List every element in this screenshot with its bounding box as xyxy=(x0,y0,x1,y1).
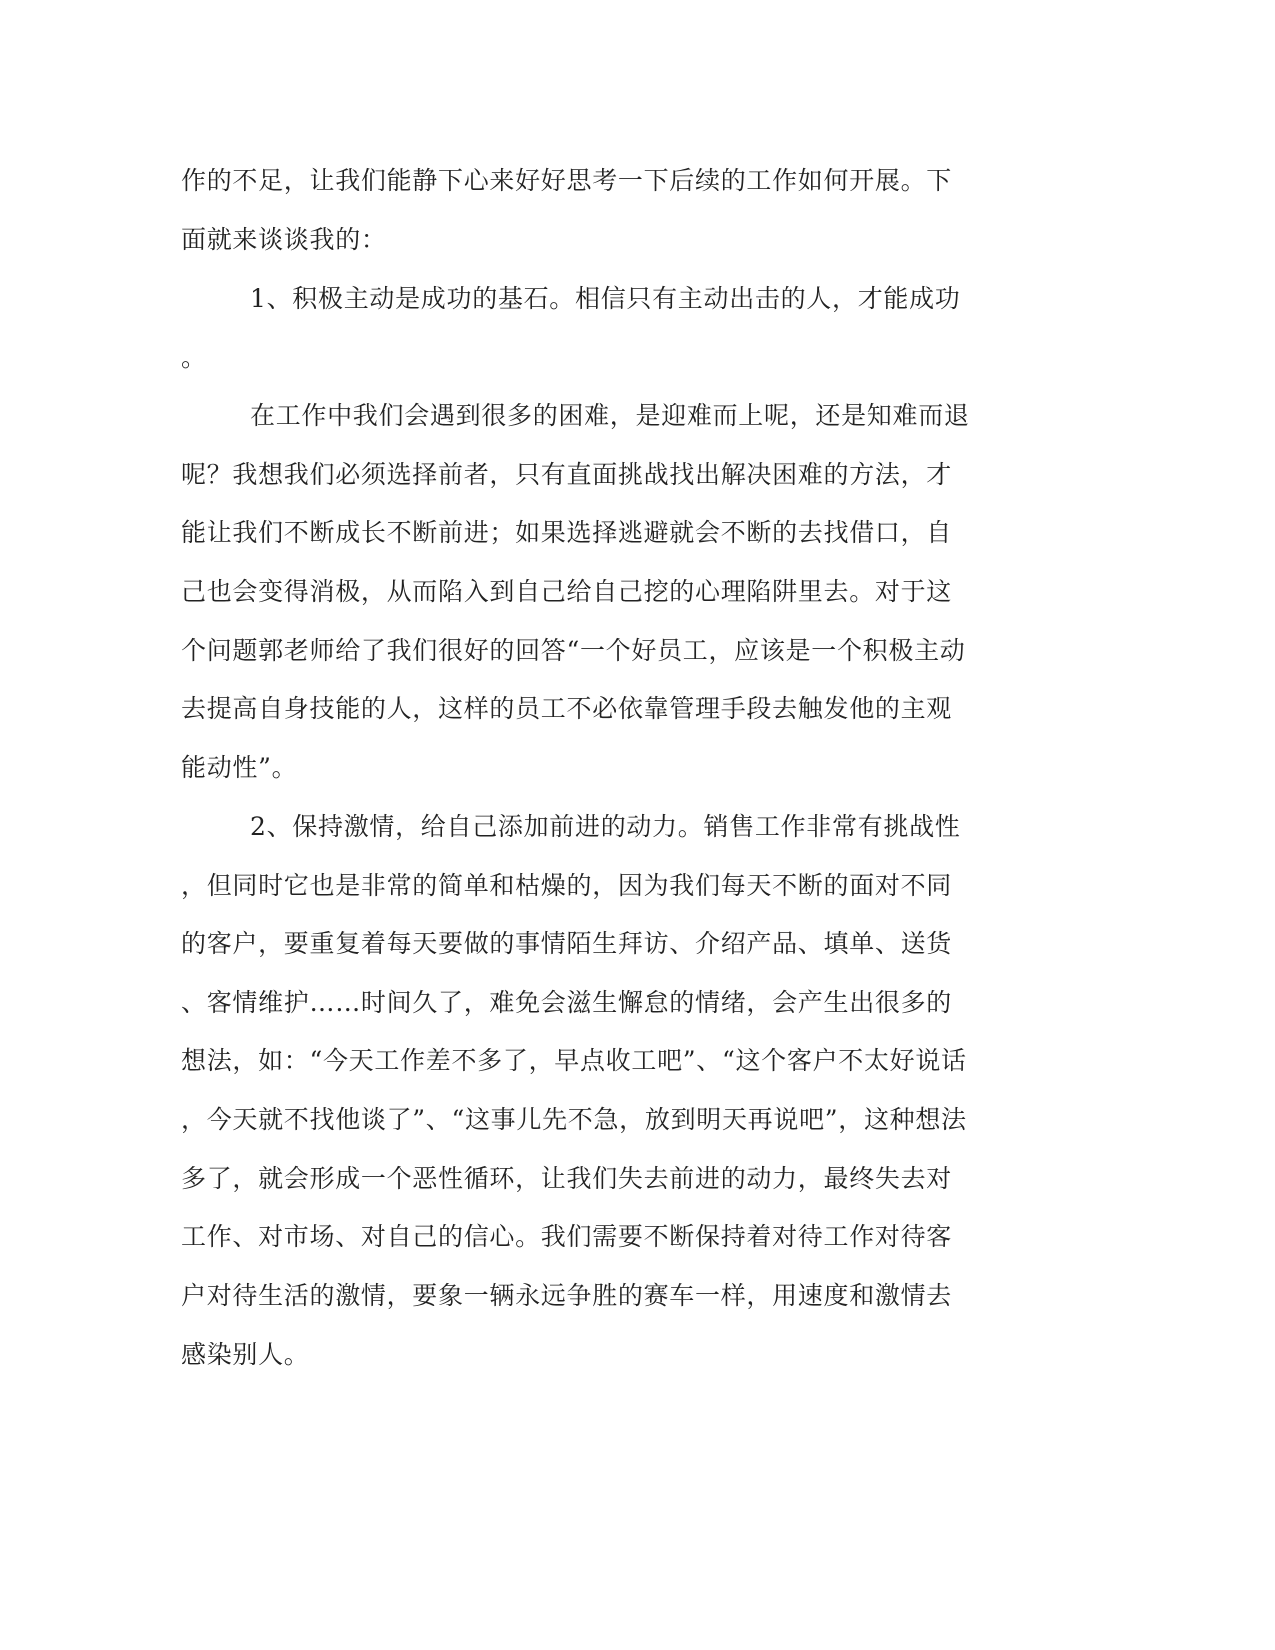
text-line: ，但同时它也是非常的简单和枯燥的，因为我们每天不断的面对不同 xyxy=(181,871,953,900)
text-line: 作的不足，让我们能静下心来好好思考一下后续的工作如何开展。下 xyxy=(181,166,953,195)
text-line: 能让我们不断成长不断前进；如果选择逃避就会不断的去找借口，自 xyxy=(181,518,953,547)
text-line: 多了，就会形成一个恶性循环，让我们失去前进的动力，最终失去对 xyxy=(181,1164,953,1193)
text-line: 去提高自身技能的人，这样的员工不必依靠管理手段去触发他的主观 xyxy=(181,694,953,723)
text-line: 能动性”。 xyxy=(181,753,298,782)
text-line: 想法，如：“今天工作差不多了，早点收工吧”、“这个客户不太好说话 xyxy=(181,1046,967,1075)
text-line: 户对待生活的激情，要象一辆永远争胜的赛车一样，用速度和激情去 xyxy=(181,1281,953,1310)
text-line: 己也会变得消极，从而陷入到自己给自己挖的心理陷阱里去。对于这 xyxy=(181,577,953,606)
text-line: 1、积极主动是成功的基石。相信只有主动出击的人，才能成功 xyxy=(250,284,961,313)
text-line: 在工作中我们会遇到很多的困难，是迎难而上呢，还是知难而退 xyxy=(250,401,970,430)
text-line: 2、保持激情，给自己添加前进的动力。销售工作非常有挑战性 xyxy=(250,812,961,841)
text-line: 、客情维护……时间久了，难免会滋生懈怠的情绪，会产生出很多的 xyxy=(181,988,953,1017)
text-line: 呢？我想我们必须选择前者，只有直面挑战找出解决困难的方法，才 xyxy=(181,460,953,489)
text-line: 的客户，要重复着每天要做的事情陌生拜访、介绍产品、填单、送货 xyxy=(181,929,953,958)
text-line: 面就来谈谈我的： xyxy=(181,225,387,254)
text-line: 个问题郭老师给了我们很好的回答“一个好员工，应该是一个积极主动 xyxy=(181,636,966,665)
text-line: ，今天就不找他谈了”、“这事儿先不急，放到明天再说吧”，这种想法 xyxy=(181,1105,967,1134)
text-line: 工作、对市场、对自己的信心。我们需要不断保持着对待工作对待客 xyxy=(181,1222,953,1251)
text-line: 感染别人。 xyxy=(181,1340,310,1369)
text-line: 。 xyxy=(181,343,207,372)
